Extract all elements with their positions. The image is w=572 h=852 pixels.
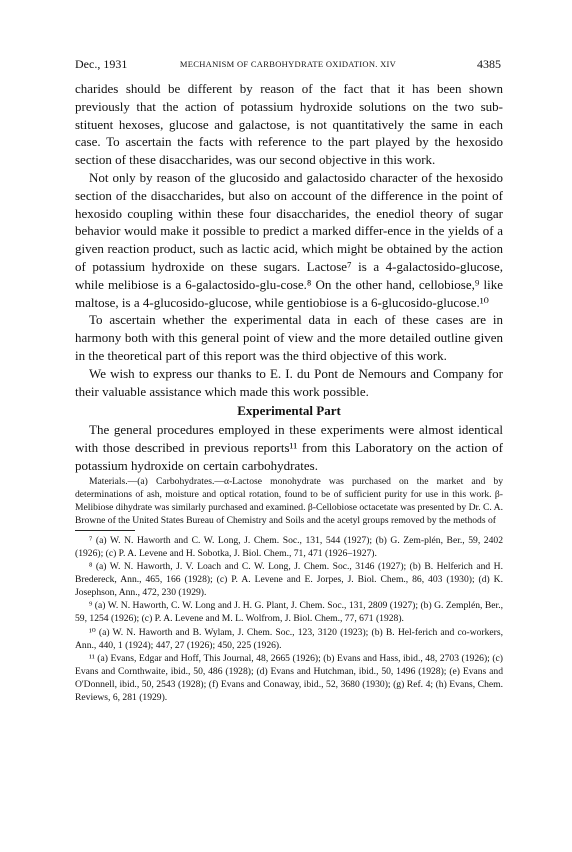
footnote-10: ¹⁰ (a) W. N. Haworth and B. Wylam, J. Chem. Soc., 123, 3120 (1923); (b) B. Hel-ferich and co-workers, Ann., 440, 1 (1924); 447, 27 (1926); 450, 225 (1926). <box>75 626 503 651</box>
paragraph-general-procedures: The general procedures employed in these experiments were almost identical with those described in previous reports¹¹ from this Laboratory on the action of potassium hydroxide on certain carbohydrates. <box>75 422 503 473</box>
running-header <box>75 55 501 73</box>
paragraph-materials: Materials.—(a) Carbohydrates.—α-Lactose monohydrate was purchased on the market and by determinations of ash, moisture and optical rotation, found to be of sufficient purity for use in this work. β-Melibiose dihydrate was similarly purchased and examined. β-Cellobiose octacetate was presented by Dr. C. A. Browne of the United States Bureau of Chemistry and Soils and the acetyl groups removed by the methods of <box>75 475 503 526</box>
header-page-number: 4385 <box>477 57 501 71</box>
footnote-divider <box>75 530 135 531</box>
footnote-11: ¹¹ (a) Evans, Edgar and Hoff, This Journal, 48, 2665 (1926); (b) Evans and Hass, ibid., 48, 2703 (1926); (c) Evans and Cornthwaite, ibid., 50, 486 (1928); (d) Evans and Hutchman, ibid., 50, 1496 (1928); (e) Evans and O'Donnell, ibid., 50, 2543 (1928); (f) Evans and Conaway, ibid., 52, 3680 (1930); (g) Ref. 4; (h) Evans, Chem. Reviews, 6, 281 (1929). <box>75 652 503 704</box>
paragraph-glucosido: Not only by reason of the glucosido and galactosido character of the hexosido section of the disaccharides, but also on account of the difference in the point of hexosido coupling within these four disaccharides, the enediol theory of sugar behavior would make it possible to predict a marked differ-ence in the yields of a given reaction product, such as lactic acid, which might be obtained by the action of potassium hydroxide on these sugars. Lactose⁷ is a 4-galactosido-glucose, while melibiose is a 6-galactosido-glu-cose.⁸ On the other hand, cellobiose,⁹ like maltose, is a 4-glucosido-glucose, while gentiobiose is a 6-glucosido-glucose.¹⁰ <box>75 169 503 310</box>
paragraph-acknowledgment: We wish to express our thanks to E. I. du Pont de Nemours and Company for their valuable assistance which made this work possible. <box>75 365 503 399</box>
footnote-7: ⁷ (a) W. N. Haworth and C. W. Long, J. Chem. Soc., 131, 544 (1927); (b) G. Zem-plén, Ber., 59, 2402 (1926); (c) P. A. Levene and H. Sobotka, J. Biol. Chem., 71, 471 (1926–1927). <box>75 534 503 559</box>
header-running-title: MECHANISM OF CARBOHYDRATE OXIDATION. XIV <box>179 59 397 69</box>
footnote-9: ⁹ (a) W. N. Haworth, C. W. Long and J. H. G. Plant, J. Chem. Soc., 131, 2809 (1927); (b) G. Zemplén, Ber., 59, 1254 (1926); (c) P. A. Levene and M. L. Wolfrom, J. Biol. Chem., 77, 671 (1928). <box>75 600 503 625</box>
section-title: Experimental Part <box>237 403 341 419</box>
paragraph-continued: charides should be different by reason of the fact that it has been shown previously that the action of potassium hydroxide solutions on the two sub-stituent hexoses, glucose and galactose, is not quantitatively the same in each case. To ascertain the facts with reference to the part played by the hexosido section of these disaccharides, was our second objective in this work. <box>75 81 503 168</box>
header-date: Dec., 1931 <box>75 57 128 71</box>
paragraph-third-objective: To ascertain whether the experimental data in each of these cases are in harmony both with this general point of view and the more detailed outline given in the theoretical part of this report was the third objective of this work. <box>75 312 503 363</box>
page-body <box>75 80 503 704</box>
footnote-8: ⁸ (a) W. N. Haworth, J. V. Loach and C. W. Long, J. Chem. Soc., 3146 (1927); (b) B. Helferich and H. Bredereck, Ann., 465, 166 (1928); (c) P. A. Levene and E. Jorpes, J. Biol. Chem., 86, 403 (1930); (d) K. Josephson, Ann., 472, 230 (1929). <box>75 561 503 599</box>
